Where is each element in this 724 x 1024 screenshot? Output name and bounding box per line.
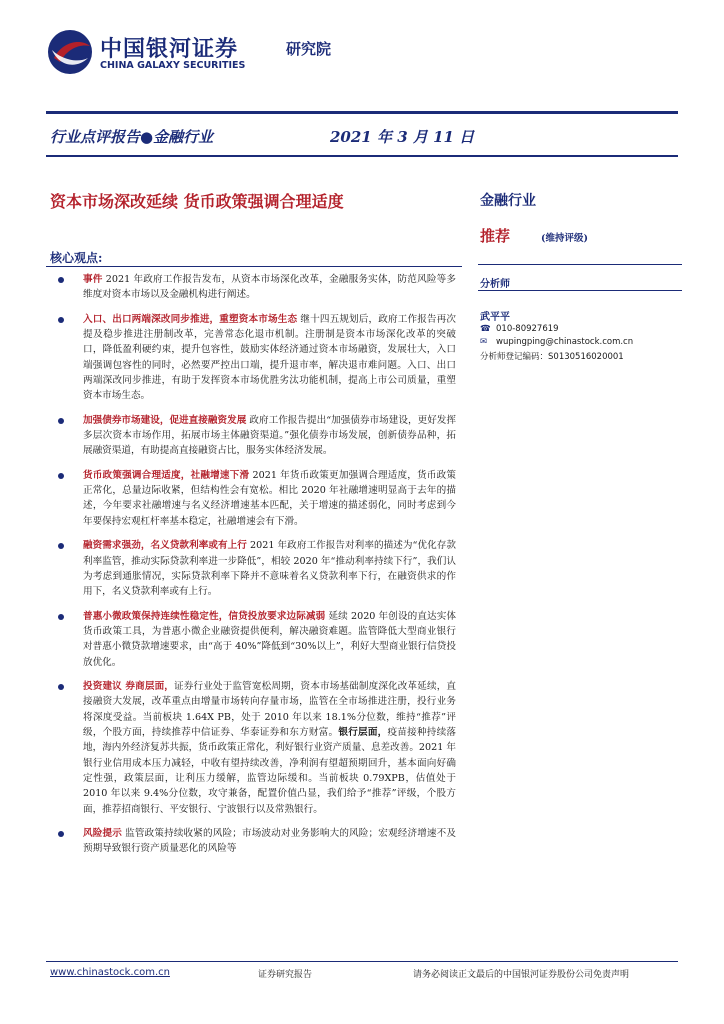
analyst-reg-number: S0130516020001 bbox=[548, 352, 624, 362]
analyst-email[interactable]: wupingping@chinastock.com.cn bbox=[496, 337, 634, 347]
viewpoint-text: 政府工作报告提出“加强债券市场建设，更好发挥多层次资本市场作用，拓展市场主体融资渠道。”强化债券市场发展，创新债券品种，拓展融资渠道，有助提高直接融资占比，服务实体经济发展。 bbox=[83, 414, 456, 457]
analyst-phone-row bbox=[480, 324, 559, 334]
report-title: 资本市场深改延续 货币政策强调合理适度 bbox=[50, 192, 344, 211]
viewpoint-text: 2021 年政府工作报告发布，从资本市场深化改革，金融服务实体，防范风险等多维度对资本市场以及金融机构进行阐述。 bbox=[83, 274, 457, 301]
viewpoint-keyword: 普惠小微政策保持连续性稳定性，信贷投放要求边际减弱 bbox=[83, 610, 326, 622]
bullet-icon bbox=[58, 317, 64, 323]
viewpoint-item bbox=[58, 609, 456, 670]
bullet-icon bbox=[58, 614, 64, 620]
analyst-reg-row bbox=[480, 350, 624, 362]
logo-name-en: CHINA GALAXY SECURITIES bbox=[100, 60, 246, 71]
bullet-icon bbox=[58, 831, 64, 837]
viewpoint-keyword: 入口、出口两端深改同步推进，重塑资本市场生态 bbox=[83, 313, 298, 325]
sidebar-rating: 推荐 bbox=[480, 227, 511, 245]
galaxy-logo-icon bbox=[46, 28, 94, 76]
core-viewpoints-rule bbox=[46, 266, 462, 267]
company-logo bbox=[46, 28, 332, 78]
viewpoint-item bbox=[58, 679, 456, 817]
analyst-phone: 010-80927619 bbox=[496, 324, 559, 334]
viewpoint-keyword: 事件 bbox=[83, 274, 103, 285]
viewpoint-keyword: 货币政策强调合理适度，社融增速下滑 bbox=[83, 469, 250, 481]
bullet-icon bbox=[58, 277, 64, 283]
viewpoint-text: 监管政策持续收紧的风险；市场波动对业务影响大的风险；宏观经济增速不及预期导致银行资产质量恶化的风险等 bbox=[83, 828, 456, 855]
sidebar-industry: 金融行业 bbox=[480, 193, 536, 209]
core-viewpoints-heading: 核心观点: bbox=[50, 251, 103, 265]
viewpoint-item bbox=[58, 272, 456, 303]
bullet-icon bbox=[58, 418, 64, 424]
bullet-icon bbox=[58, 684, 64, 690]
header-rule-bottom bbox=[46, 155, 678, 157]
logo-department: 研究院 bbox=[286, 40, 332, 58]
bullet-icon bbox=[58, 473, 64, 479]
viewpoint-text: 延续 2020 年创设的直达实体货币政策工具，为普惠小微企业融资提供便利，解决融资难题。监管降低大型商业银行对普惠小微贷款增速要求，由“高于 40%”降低到“30%以上”，利好大型商业银行信贷投放优化。 bbox=[83, 610, 456, 668]
phone-icon: ☎ bbox=[480, 324, 491, 334]
report-date: 2021 年 3 月 11 日 bbox=[330, 128, 475, 146]
viewpoint-text: 疫苗接种持续落地，海内外经济复苏共振，货币政策正常化，利好银行业资产质量、息差改善。2021 年银行业信用成本压力减轻，中收有望持续改善，净利润有望超预期回升，基本面向好确定性强，政策层面，让利压力缓解，监管边际缓和。当前板块 0.79XPB，估值处于 2010 年以来 9.4%分位数，攻守兼备，配置价值凸显，我们给予“推荐”评级，个股方面，推荐招商银行、平安银行、宁波银行以及常熟银行。 bbox=[83, 726, 457, 815]
viewpoint-keyword: 加强债券市场建设，促进直接融资发展 bbox=[83, 414, 247, 426]
viewpoint-item bbox=[58, 312, 456, 404]
footer-rule bbox=[46, 961, 678, 962]
logo-name-cn: 中国银河证券 bbox=[100, 37, 239, 62]
sidebar-rule bbox=[478, 264, 682, 265]
viewpoint-list bbox=[58, 272, 456, 857]
sidebar-rule bbox=[478, 290, 682, 291]
header-rule-top bbox=[46, 111, 678, 114]
analyst-name: 武平平 bbox=[480, 312, 510, 323]
viewpoint-item bbox=[58, 413, 456, 459]
viewpoint-text: 继十四五规划后，政府工作报告再次提及稳步推进注册制改革，完善常态化退市机制。注册制是资本市场深化改革的突破口，降低盈利硬约束，提升包容性，鼓励实体经济通过资本市场融资，发展壮大，入口端强调包容性的同时，必然要严控出口端，提升退市率，解决退市难问题。入口、出口两端深改同步推进，有助于发挥资本市场优胜劣汰功能机制，提高上市公司质量，重塑资本市场生态。 bbox=[83, 313, 457, 402]
sidebar-rating-note: (维持评级) bbox=[541, 233, 588, 244]
analyst-email-row bbox=[480, 337, 633, 347]
viewpoint-subheading: 银行层面， bbox=[338, 726, 388, 738]
viewpoint-subheading: 券商层面， bbox=[121, 680, 175, 692]
viewpoint-item bbox=[58, 468, 456, 529]
analyst-reg-label: 分析师登记编码： bbox=[480, 352, 549, 362]
footer-center-label: 证券研究报告 bbox=[258, 970, 313, 980]
footer-website-link[interactable]: www.chinastock.com.cn bbox=[50, 967, 170, 978]
viewpoint-text: 2021 年政府工作报告对利率的描述为“优化存款利率监管，推动实际贷款利率进一步降低”，相较 2020 年“推动利率持续下行”，我们认为考虑到通胀情况，实际贷款利率下降并不意味着名义贷款利率下行，在融资供求的作用下，名义贷款利率或有上行。 bbox=[83, 540, 456, 598]
report-type: 行业点评报告●金融行业 bbox=[50, 128, 214, 146]
viewpoint-text: 证券行业处于监管宽松周期，资本市场基础制度深化改革延续，直接融资大发展，改革重点由增量市场转向存量市场，监管在全市场推进注册，投行业务将深度受益。当前板块 1.64X PB，处于 2010 年以来 18.1%分位数，维持“推荐”评级，个股方面，持续推荐中信证券、华泰证券和东方财富。 bbox=[83, 680, 457, 738]
viewpoint-keyword: 风险提示 bbox=[83, 828, 122, 839]
footer-disclaimer: 请务必阅读正文最后的中国银河证券股份公司免责声明 bbox=[413, 970, 630, 980]
viewpoint-keyword: 融资需求强劲，名义贷款利率或有上行 bbox=[83, 540, 247, 552]
sidebar-analyst-heading: 分析师 bbox=[480, 279, 510, 290]
mail-icon: ✉ bbox=[480, 337, 488, 347]
viewpoint-item bbox=[58, 538, 456, 599]
viewpoint-keyword: 投资建议 bbox=[83, 680, 122, 692]
viewpoint-item bbox=[58, 826, 456, 857]
viewpoint-text: 2021 年货币政策更加强调合理适度，货币政策正常化，总量边际收紧，但结构性会有宽松。相比 2020 年社融增速明显高于去年的描述，今年要求社融增速与名义经济增速基本匹配，关于增速的描述弱化，同时考虑到今年要保持宏观杠杆率基本稳定，社融增速会有下滑。 bbox=[83, 469, 457, 527]
bullet-icon bbox=[58, 543, 64, 549]
